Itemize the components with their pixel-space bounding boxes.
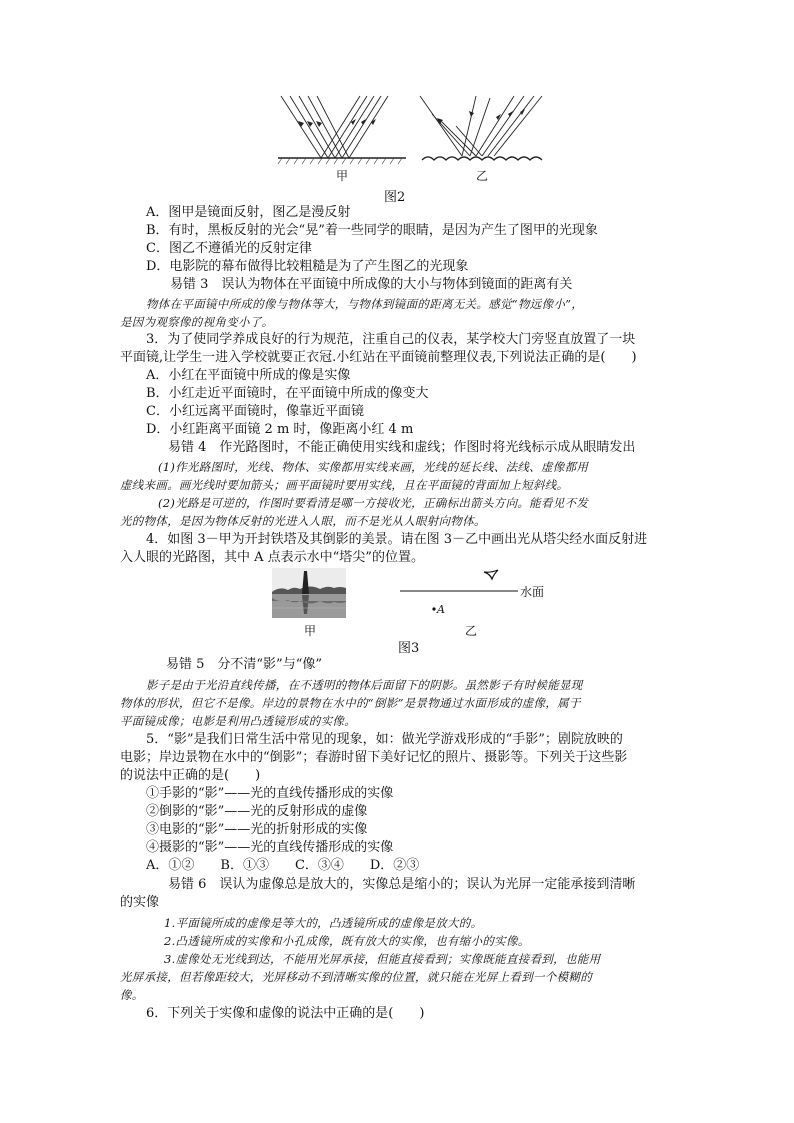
- err4-title: 易错 4 作光路图时，不能正确使用实线和虚线；作图时将光线标示成从眼睛发出: [168, 440, 636, 455]
- err5-note-line-3: 平面镜成像；电影是利用凸透镜形成的实像。: [120, 714, 356, 728]
- err6-note-line-4: 光屏承接，但若像距较大，光屏移动不到清晰实像的位置，就只能在光屏上看到一个模糊的: [120, 970, 592, 984]
- figure-3-diagram: [400, 566, 528, 626]
- figure-3-caption: 图3: [398, 641, 420, 656]
- err4-note-line-4: 光的物体，是因为物体反射的光进入人眼，而不是光从人眼射向物体。: [120, 514, 486, 528]
- q3-option-b: B．小红走近平面镜时，在平面镜中所成的像变大: [146, 386, 429, 401]
- figure-2-caption: 图2: [384, 190, 406, 205]
- q3-option-c: C．小红远离平面镜时，像靠近平面镜: [146, 404, 364, 419]
- err5-note-line-2: 物体的形状，但它不是像。岸边的景物在水中的“倒影”是景物通过水面形成的虚像，属于: [120, 696, 581, 710]
- figure-3-point-a-label: A: [437, 603, 445, 616]
- q5-stem-line-2: 电影；岸边景物在水中的“倒影”；春游时留下美好记忆的照片、摄影等。下列关于这些影: [120, 750, 628, 765]
- err3-note-line-1: 物体在平面镜中所成的像与物体等大，与物体到镜面的距离无关。感觉“物远像小”，: [146, 297, 584, 311]
- figure-2-diffuse-reflection: [416, 92, 548, 167]
- q5-stem-line-1: 5．“影”是我们日常生活中常见的现象，如：做光学游戏形成的“手影”；剧院放映的: [146, 732, 623, 747]
- q5-options: A．①② B．①③ C．③④ D．②③: [146, 858, 420, 873]
- q5-item-4: ④摄影的“影”——光的直线传播形成的实像: [146, 840, 394, 855]
- q4-stem-line-2: 入人眼的光路图，其中 A 点表示水中“塔尖”的位置。: [120, 550, 424, 565]
- figure-3-water-label: 水面: [520, 585, 545, 599]
- err3-title: 易错 3 误认为物体在平面镜中所成像的大小与物体到镜面的距离有关: [170, 277, 573, 292]
- err6-note-line-2: 2.凸透镜所成的实像和小孔成像，既有放大的实像，也有缩小的实像。: [164, 934, 530, 948]
- q5-item-2: ②倒影的“影”——光的反射形成的虚像: [146, 804, 368, 819]
- q3-option-a: A．小红在平面镜中所成的像是实像: [146, 368, 351, 383]
- q2-option-d: D．电影院的幕布做得比较粗糙是为了产生图乙的光现象: [146, 259, 469, 274]
- err3-note-line-2: 是因为观察像的视角变小了。: [120, 315, 274, 329]
- err4-note-line-1: (1)作光路图时，光线、物体、实像都用实线来画，光线的延长线、法线、虚像都用: [158, 460, 589, 474]
- q6-stem: 6．下列关于实像和虚像的说法中正确的是( ): [146, 1006, 425, 1021]
- q3-option-d: D．小红距离平面镜 2 m 时，像距离小红 4 m: [146, 422, 414, 437]
- figure-3-label-jia: 甲: [304, 624, 317, 638]
- err6-note-line-5: 像。: [120, 988, 144, 1002]
- figure-3-tower-photo: [272, 568, 346, 618]
- err4-note-line-2: 虚线来画。画光线时要加箭头；画平面镜时要用实线，且在平面镜的背面加上短斜线。: [120, 478, 569, 492]
- err5-note-line-1: 影子是由于光沿直线传播，在不透明的物体后面留下的阴影。虽然影子有时候能显现: [146, 678, 583, 692]
- err6-note-line-1: 1.平面镜所成的虚像是等大的，凸透镜所成的虚像是放大的。: [164, 916, 483, 930]
- figure-2-specular-reflection: [276, 92, 411, 167]
- q2-option-a: A．图甲是镜面反射，图乙是漫反射: [146, 205, 351, 220]
- err6-note-line-3: 3.虚像处无光线到达，不能用光屏承接，但能直接看到；实像既能直接看到，也能用: [164, 952, 601, 966]
- err6-title-line-1: 易错 6 误认为虚像总是放大的，实像总是缩小的；误认为光屏一定能承接到清晰: [168, 877, 636, 892]
- q5-stem-line-3: 的说法中正确的是( ): [120, 768, 261, 783]
- q4-stem-line-1: 4．如图 3－甲为开封铁塔及其倒影的美景。请在图 3－乙中画出光从塔尖经水面反射进: [146, 532, 648, 547]
- figure-3-label-yi: 乙: [465, 624, 478, 638]
- q3-stem-line-1: 3．为了使同学养成良好的行为规范，注重自己的仪表，某学校大门旁竖直放置了一块: [146, 332, 636, 347]
- err5-title: 易错 5 分不清“影”与“像”: [166, 657, 322, 672]
- q2-option-c: C．图乙不遵循光的反射定律: [146, 241, 312, 256]
- err4-note-line-3: (2)光路是可逆的，作图时要看清是哪一方接收光，正确标出箭头方向。能看见不发: [158, 496, 589, 510]
- figure-2-label-jia: 甲: [336, 169, 349, 183]
- figure-2-label-yi: 乙: [476, 169, 489, 183]
- err6-title-line-2: 的实像: [120, 895, 160, 910]
- q2-option-b: B．有时，黑板反射的光会“晃”着一些同学的眼睛，是因为产生了图甲的光现象: [146, 223, 598, 238]
- q5-item-1: ①手影的“影”——光的直线传播形成的实像: [146, 786, 394, 801]
- q5-item-3: ③电影的“影”——光的折射形成的实像: [146, 822, 368, 837]
- q3-stem-line-2: 平面镜,让学生一进入学校就要正衣冠.小红站在平面镜前整理仪表,下列说法正确的是( ): [120, 350, 637, 365]
